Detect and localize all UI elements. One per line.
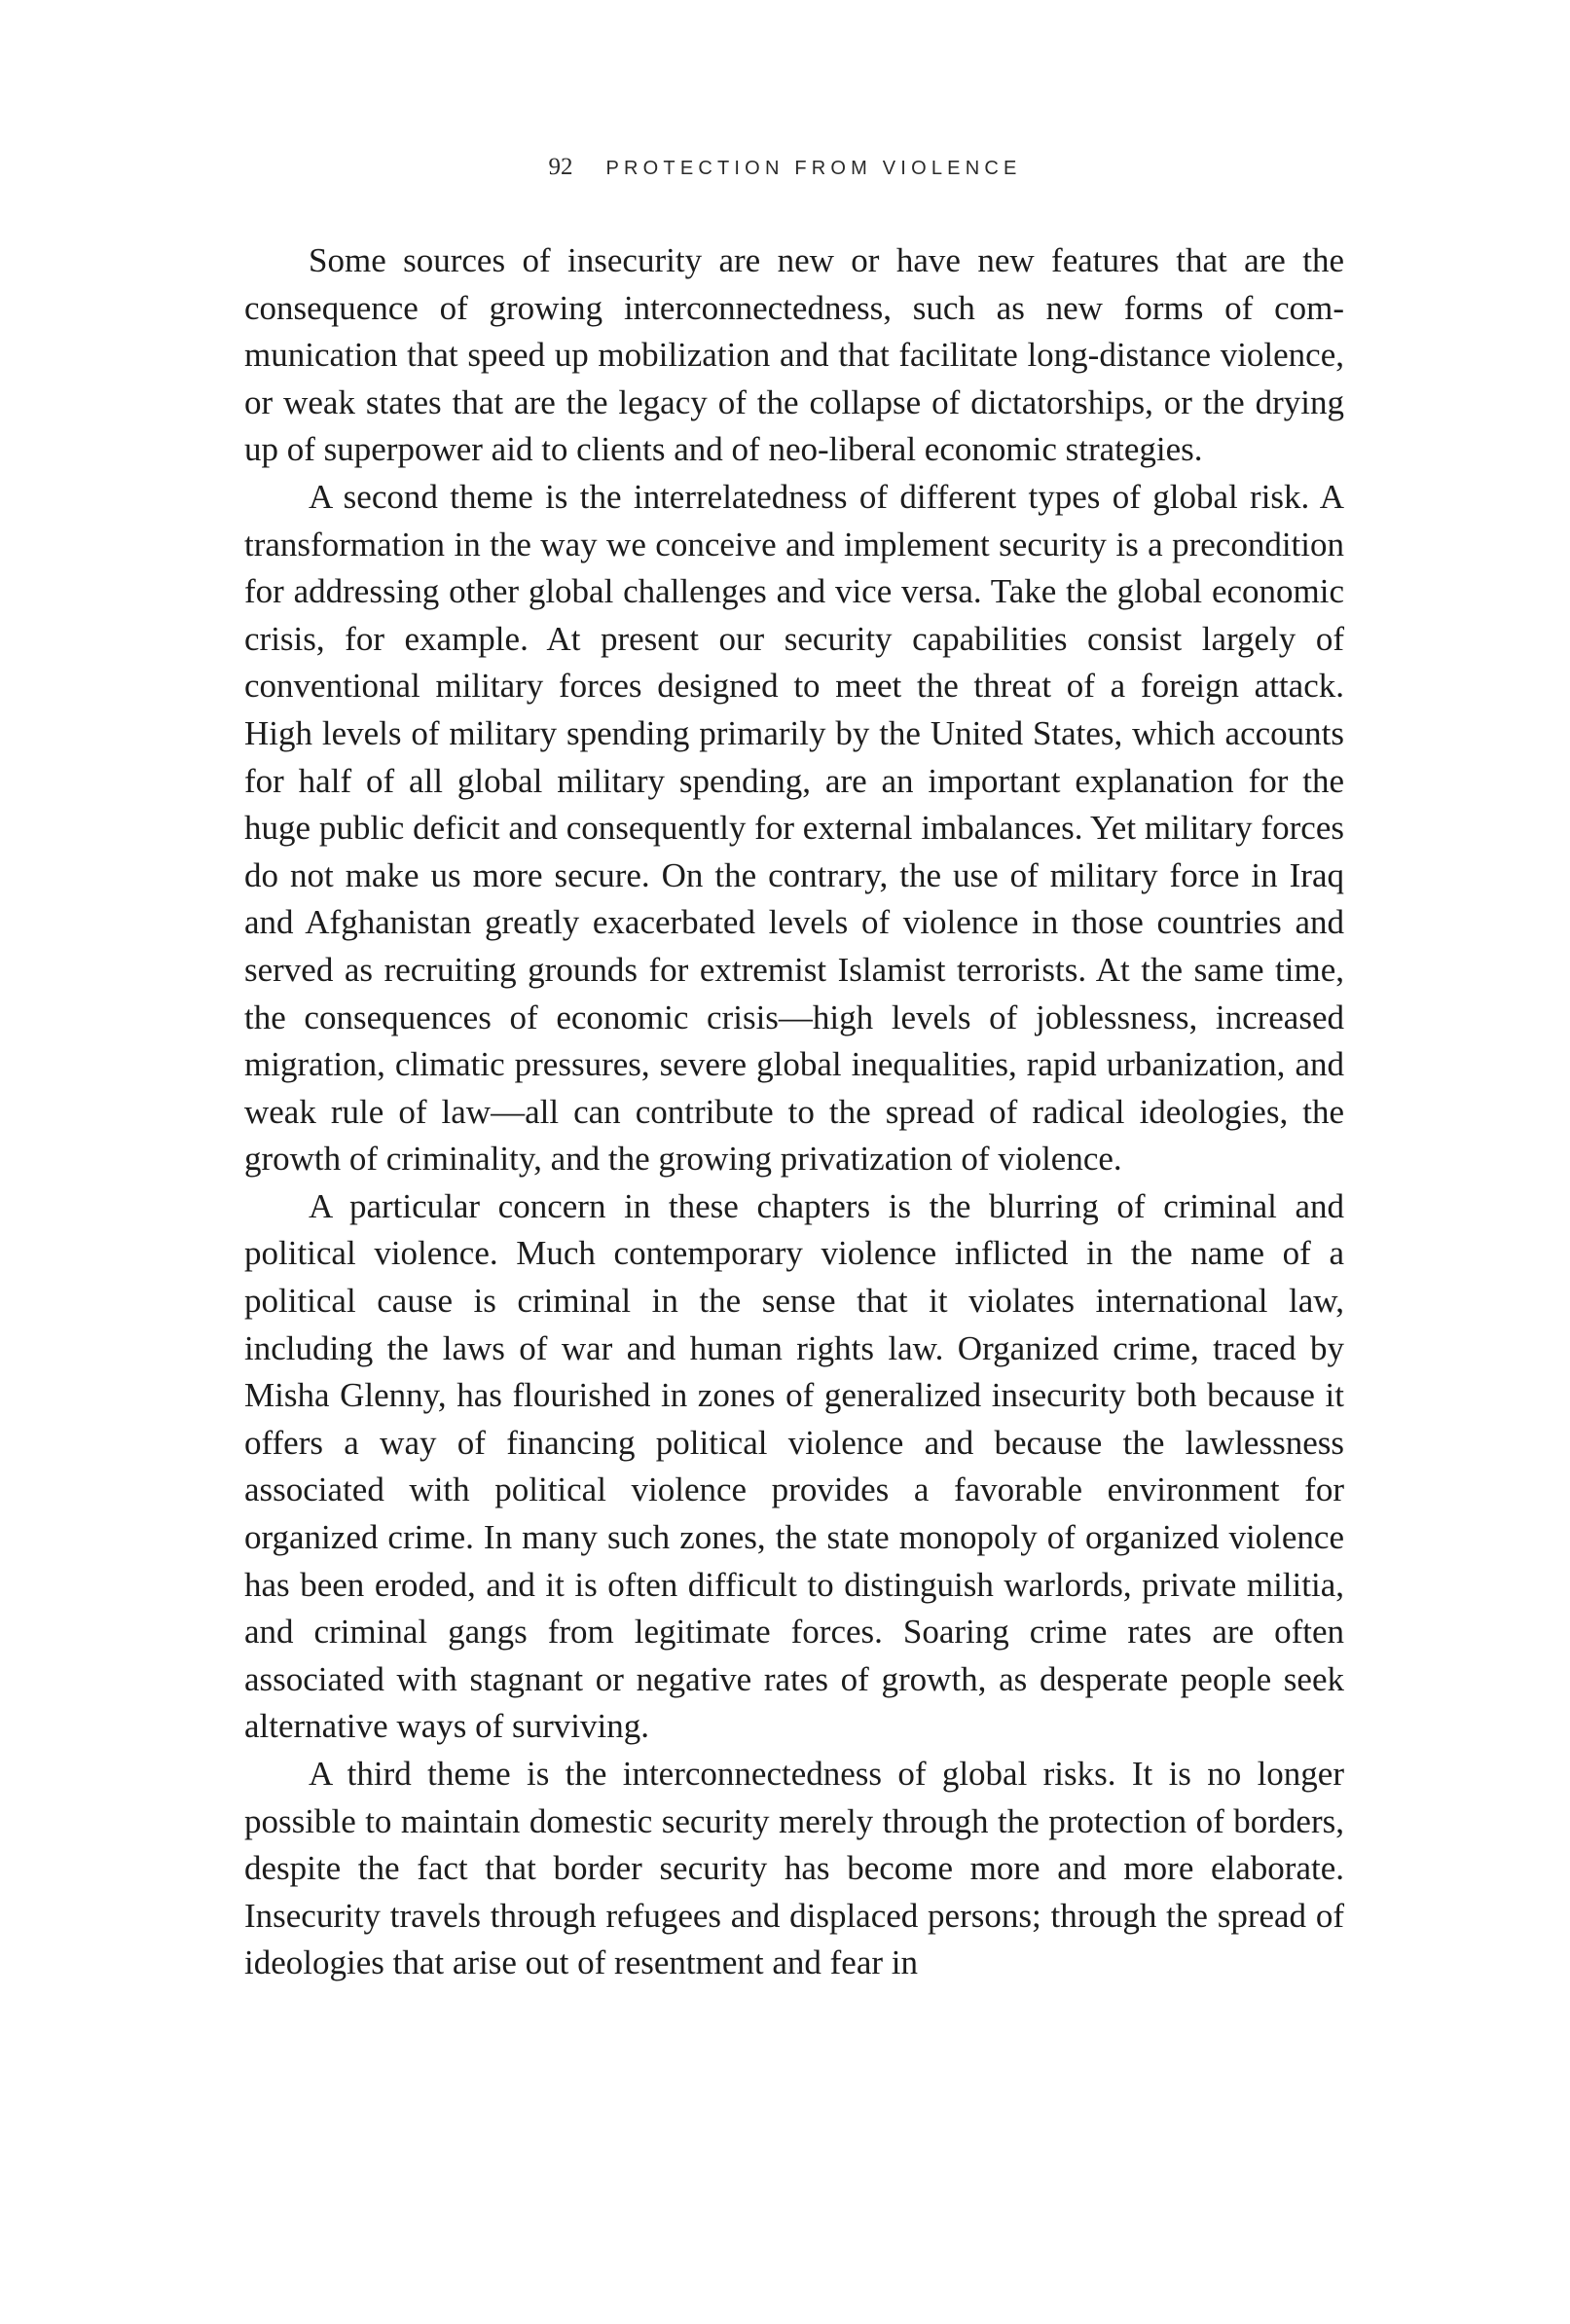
page-number: 92 <box>548 154 573 180</box>
paragraph-1: Some sources of insecurity are new or have new features that are the consequence of growing interconnectedness, such as new forms of communication that speed up mobilization and that facilitate long-distance violence, or weak states that are the legacy of the collapse of dictatorships, or the drying up of superpower aid to clients and of neo-liberal economic strategies. <box>244 241 1344 469</box>
paragraph-3: A particular concern in these chapters is the blurring of criminal and political violence. Much contemporary violence inflicted in the name of a political cause is criminal in the sense that it violates international law, including the laws of war and human rights law. Organized crime, traced by Misha Glenny, has flourished in zones of generalized insecurity both because it offers a way of financing political violence and because the lawlessness associated with political violence provides a favorable environment for organized crime. In many such zones, the state monopoly of organized violence has been eroded, and it is often difficult to distinguish warlords, private militia, and criminal gangs from legitimate forces. Soaring crime rates are often associated with stagnant or negative rates of growth, as desperate people seek alternative ways of surviving. <box>244 1186 1344 1746</box>
body-text <box>244 237 1344 1987</box>
paragraph-4: A third theme is the interconnectedness of global risks. It is no longer possible to maintain domestic security merely through the protection of borders, despite the fact that border security has become more and more elaborate. Insecurity travels through refugees and displaced persons; through the spread of ideologies that arise out of resentment and fear in <box>244 1755 1344 1982</box>
paragraph-2: A second theme is the interrelatedness of different types of global risk. A transformation in the way we conceive and implement security is a precondition for addressing other global challenges and vice versa. Take the global economic crisis, for example. At present our security capabilities consist largely of conventional military forces designed to meet the threat of a foreign attack. High levels of military spending primarily by the United States, which accounts for half of all global military spending, are an important explanation for the huge public deficit and consequently for external imbalances. Yet military forces do not make us more secure. On the contrary, the use of military force in Iraq and Afghanistan greatly exacerbated levels of violence in those countries and served as recruiting grounds for extremist Islamist terrorists. At the same time, the consequences of economic crisis—high levels of joblessness, increased migration, climatic pressures, severe global inequalities, rapid urbanization, and weak rule of law—all can contribute to the spread of radical ideologies, the growth of criminality, and the growing privatization of violence. <box>244 477 1344 1179</box>
running-head <box>0 154 1570 181</box>
chapter-title: PROTECTION FROM VIOLENCE <box>605 158 1022 179</box>
